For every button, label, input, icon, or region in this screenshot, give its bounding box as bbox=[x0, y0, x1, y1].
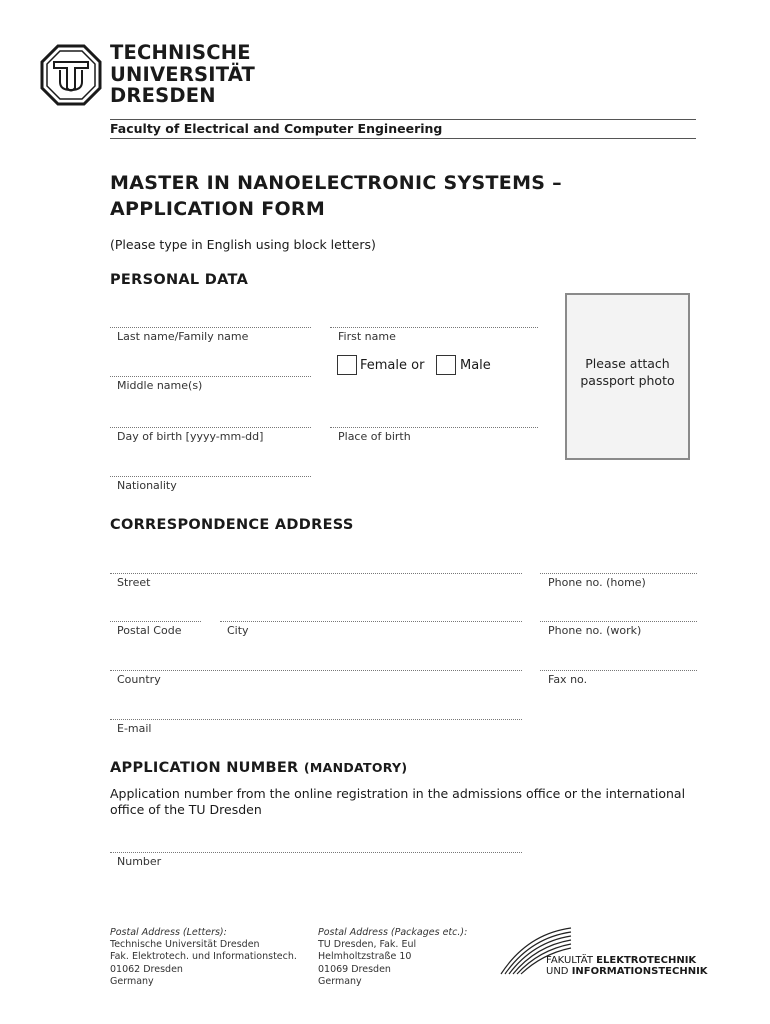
fax-label: Fax no. bbox=[548, 673, 588, 686]
fak-line2-bold: INFORMATIONSTECHNIK bbox=[571, 966, 708, 977]
letters-line-4: Germany bbox=[110, 975, 154, 987]
fak-line2-light: UND bbox=[546, 966, 572, 977]
male-label: Male bbox=[460, 358, 491, 373]
middle-name-field[interactable] bbox=[110, 376, 311, 377]
female-label: Female or bbox=[360, 358, 425, 373]
photo-instruction-line-1: Please attach bbox=[585, 356, 670, 371]
postal-address-letters bbox=[110, 927, 297, 988]
postal-address-packages bbox=[318, 927, 467, 988]
fak-line1-bold: ELEKTROTECHNIK bbox=[596, 955, 697, 966]
dob-label: Day of birth [yyyy-mm-dd] bbox=[117, 430, 264, 443]
email-label: E-mail bbox=[117, 722, 152, 735]
packages-title: Postal Address (Packages etc.): bbox=[318, 927, 468, 938]
middle-name-label: Middle name(s) bbox=[117, 379, 203, 392]
passport-photo-box[interactable] bbox=[565, 293, 690, 460]
application-desc-line-1: Application number from the online registration in the admissions office or the international bbox=[110, 786, 686, 801]
phone-work-field[interactable] bbox=[540, 621, 697, 622]
application-number-title: APPLICATION NUMBER bbox=[110, 760, 299, 776]
packages-line-2: Helmholtzstraße 10 bbox=[318, 951, 412, 963]
phone-home-label: Phone no. (home) bbox=[548, 576, 646, 589]
place-of-birth-label: Place of birth bbox=[338, 430, 411, 443]
street-label: Street bbox=[117, 576, 151, 589]
first-name-field[interactable] bbox=[330, 327, 538, 328]
postal-code-label: Postal Code bbox=[117, 624, 182, 637]
phone-work-label: Phone no. (work) bbox=[548, 624, 642, 637]
university-line-3: DRESDEN bbox=[110, 84, 216, 107]
application-desc-line-2: office of the TU Dresden bbox=[110, 802, 262, 817]
female-checkbox[interactable] bbox=[337, 355, 357, 375]
postal-code-field[interactable] bbox=[110, 621, 201, 622]
application-number-field[interactable] bbox=[110, 852, 522, 853]
application-number-mandatory: (MANDATORY) bbox=[303, 760, 408, 775]
university-line-1: TECHNISCHE bbox=[110, 41, 251, 64]
application-number-description bbox=[110, 786, 710, 818]
city-field[interactable] bbox=[220, 621, 522, 622]
header-rule-top bbox=[110, 119, 696, 120]
first-name-label: First name bbox=[338, 330, 396, 343]
city-label: City bbox=[227, 624, 249, 637]
form-title-line-1: MASTER IN NANOELECTRONIC SYSTEMS – bbox=[110, 172, 562, 194]
form-instruction: (Please type in English using block letters) bbox=[110, 237, 376, 252]
faculty-logo-line-2 bbox=[546, 966, 708, 977]
dob-field[interactable] bbox=[110, 427, 311, 428]
letters-title: Postal Address (Letters): bbox=[110, 927, 227, 938]
form-title bbox=[110, 170, 562, 222]
address-heading: CORRESPONDENCE ADDRESS bbox=[110, 517, 354, 533]
last-name-label: Last name/Family name bbox=[117, 330, 249, 343]
packages-line-3: 01069 Dresden bbox=[318, 963, 391, 975]
nationality-label: Nationality bbox=[117, 479, 177, 492]
form-title-line-2: APPLICATION FORM bbox=[110, 198, 326, 220]
fak-line1-light: FAKULTÄT bbox=[546, 955, 597, 966]
packages-line-4: Germany bbox=[318, 975, 362, 987]
faculty-logo-text bbox=[546, 955, 708, 977]
letters-line-2: Fak. Elektrotech. und Informationstech. bbox=[110, 951, 297, 963]
nationality-field[interactable] bbox=[110, 476, 311, 477]
packages-line-1: TU Dresden, Fak. Eul bbox=[318, 939, 417, 951]
letters-line-3: 01062 Dresden bbox=[110, 963, 183, 975]
application-number-heading bbox=[110, 760, 407, 776]
country-label: Country bbox=[117, 673, 161, 686]
fax-field[interactable] bbox=[540, 670, 697, 671]
letters-line-1: Technische Universität Dresden bbox=[110, 939, 260, 951]
photo-instruction-line-2: passport photo bbox=[580, 373, 675, 388]
photo-instruction bbox=[567, 355, 688, 389]
phone-home-field[interactable] bbox=[540, 573, 697, 574]
last-name-field[interactable] bbox=[110, 327, 311, 328]
email-field[interactable] bbox=[110, 719, 522, 720]
faculty-name: Faculty of Electrical and Computer Engineering bbox=[110, 121, 443, 136]
male-checkbox[interactable] bbox=[436, 355, 456, 375]
faculty-logo-line-1 bbox=[546, 955, 708, 966]
university-name bbox=[110, 42, 255, 107]
university-line-2: UNIVERSITÄT bbox=[110, 62, 256, 86]
place-of-birth-field[interactable] bbox=[330, 427, 538, 428]
street-field[interactable] bbox=[110, 573, 522, 574]
country-field[interactable] bbox=[110, 670, 522, 671]
header-rule-bottom bbox=[110, 138, 696, 139]
tu-dresden-logo-icon bbox=[40, 44, 102, 106]
application-number-label: Number bbox=[117, 855, 162, 868]
personal-data-heading: PERSONAL DATA bbox=[110, 272, 249, 288]
